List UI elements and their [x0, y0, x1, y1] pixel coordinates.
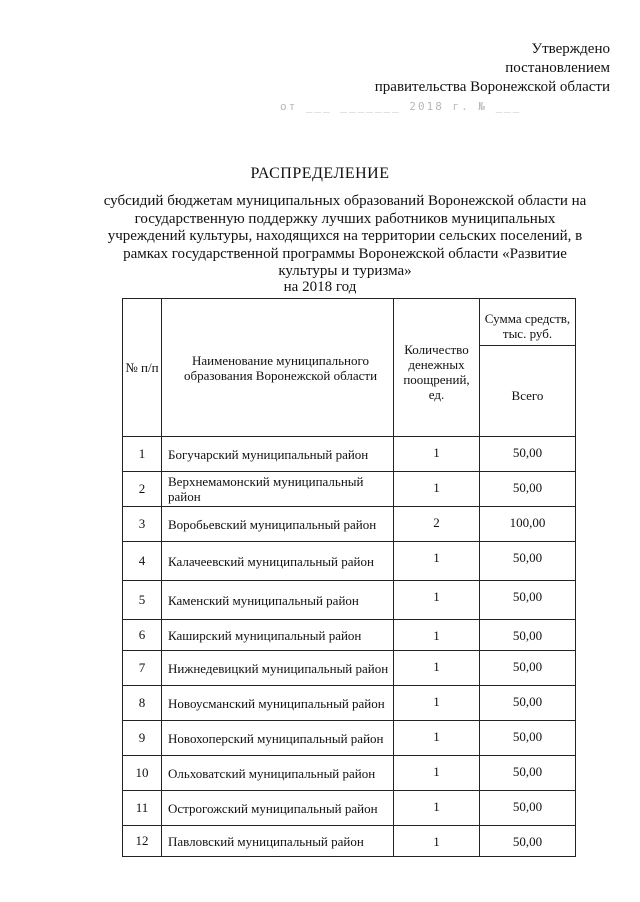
- row-sum: 50,00: [480, 721, 576, 756]
- row-municipality-name: Воробьевский муниципальный район: [162, 507, 394, 542]
- row-quantity: 2: [394, 507, 480, 542]
- row-municipality-name: Каширский муниципальный район: [162, 620, 394, 651]
- table-row: [123, 620, 576, 651]
- row-quantity: 1: [394, 581, 480, 620]
- header-name: Наименование муниципального образования Воронежской области: [162, 299, 394, 437]
- row-sum: 50,00: [480, 437, 576, 472]
- row-number: 11: [123, 791, 162, 826]
- approval-line-resolution: постановлением: [505, 60, 610, 76]
- table-row: [123, 686, 576, 721]
- row-municipality-name: Верхнемамонский муниципальный район: [162, 472, 394, 507]
- row-number: 4: [123, 542, 162, 581]
- row-number: 6: [123, 620, 162, 651]
- row-quantity: 1: [394, 620, 480, 651]
- row-municipality-name: Ольховатский муниципальный район: [162, 756, 394, 791]
- row-number: 7: [123, 651, 162, 686]
- row-quantity: 1: [394, 542, 480, 581]
- table-row: [123, 791, 576, 826]
- table-body: [123, 437, 576, 857]
- row-municipality-name: Острогожский муниципальный район: [162, 791, 394, 826]
- document-title: РАСПРЕДЕЛЕНИЕ: [250, 165, 390, 182]
- approval-block: [375, 40, 610, 97]
- row-municipality-name: Каменский муниципальный район: [162, 581, 394, 620]
- registration-stamp: от ___ _______ 2018 г. № ___: [280, 100, 522, 113]
- row-sum: 50,00: [480, 826, 576, 857]
- table-row: [123, 542, 576, 581]
- row-number: 2: [123, 472, 162, 507]
- row-quantity: 1: [394, 721, 480, 756]
- row-quantity: 1: [394, 472, 480, 507]
- row-sum: 100,00: [480, 507, 576, 542]
- row-sum: 50,00: [480, 791, 576, 826]
- row-number: 1: [123, 437, 162, 472]
- row-sum: 50,00: [480, 472, 576, 507]
- row-municipality-name: Нижнедевицкий муниципальный район: [162, 651, 394, 686]
- table-row: [123, 507, 576, 542]
- row-municipality-name: Калачеевский муниципальный район: [162, 542, 394, 581]
- row-quantity: 1: [394, 437, 480, 472]
- table-row: [123, 437, 576, 472]
- row-quantity: 1: [394, 826, 480, 857]
- row-number: 9: [123, 721, 162, 756]
- document-year: на 2018 год: [283, 279, 357, 295]
- row-sum: 50,00: [480, 542, 576, 581]
- table-row: [123, 651, 576, 686]
- row-quantity: 1: [394, 756, 480, 791]
- row-municipality-name: Богучарский муниципальный район: [162, 437, 394, 472]
- header-num: № п/п: [123, 299, 162, 437]
- row-sum: 50,00: [480, 686, 576, 721]
- row-number: 3: [123, 507, 162, 542]
- row-quantity: 1: [394, 686, 480, 721]
- table-row: [123, 581, 576, 620]
- table-row: [123, 472, 576, 507]
- row-sum: 50,00: [480, 581, 576, 620]
- row-municipality-name: Новохоперский муниципальный район: [162, 721, 394, 756]
- table-row: [123, 756, 576, 791]
- header-qty: Количество денежных поощрений, ед.: [394, 299, 480, 437]
- row-number: 5: [123, 581, 162, 620]
- header-sum-total: Всего: [480, 346, 576, 437]
- row-municipality-name: Новоусманский муниципальный район: [162, 686, 394, 721]
- row-sum: 50,00: [480, 620, 576, 651]
- row-municipality-name: Павловский муниципальный район: [162, 826, 394, 857]
- distribution-table: [122, 298, 576, 857]
- table-row: [123, 721, 576, 756]
- row-number: 8: [123, 686, 162, 721]
- table-row: [123, 826, 576, 857]
- row-number: 10: [123, 756, 162, 791]
- header-sum-group: Сумма средств, тыс. руб.: [480, 299, 576, 346]
- row-sum: 50,00: [480, 756, 576, 791]
- approval-line-approved: Утверждено: [531, 41, 610, 57]
- row-quantity: 1: [394, 651, 480, 686]
- row-number: 12: [123, 826, 162, 857]
- row-quantity: 1: [394, 791, 480, 826]
- document-subtitle: субсидий бюджетам муниципальных образований Воронежской области на государственную поддержку лучших работников муниципальных учреждений культуры, находящихся на территории сельских поселений, в рамках государственной программы Воронежской области «Развитие культуры и туризма»: [103, 193, 587, 279]
- row-sum: 50,00: [480, 651, 576, 686]
- approval-line-government: правительства Воронежской области: [374, 79, 610, 95]
